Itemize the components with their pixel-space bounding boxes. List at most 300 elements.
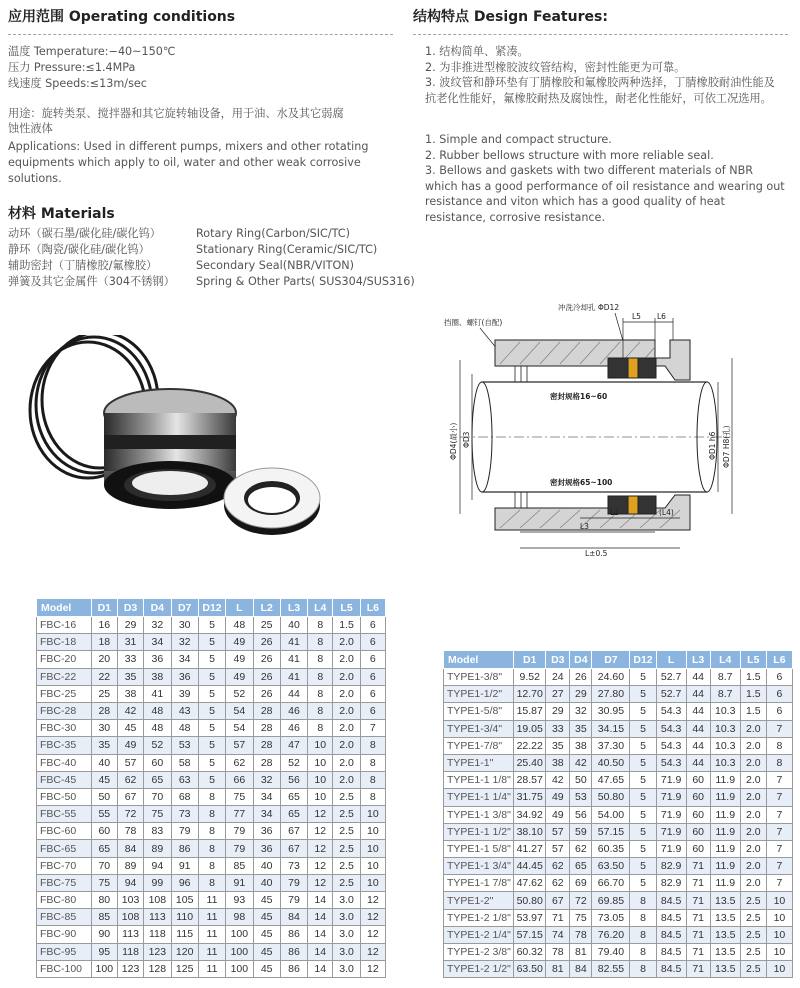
- table-cell: 108: [117, 909, 143, 926]
- table-cell: 30: [91, 720, 117, 737]
- design-features-title: 结构特点 Design Features:: [413, 9, 608, 25]
- table-cell: 2.0: [740, 737, 766, 754]
- model-cell: FBC-55: [37, 806, 92, 823]
- table-cell: 71.9: [656, 823, 686, 840]
- table-cell: 41: [144, 685, 171, 702]
- table-cell: 8: [198, 788, 225, 805]
- table-cell: 59: [570, 823, 592, 840]
- table-cell: 26: [253, 634, 280, 651]
- table-cell: 12: [308, 823, 333, 840]
- model-cell: FBC-90: [37, 926, 92, 943]
- table-cell: 100: [226, 943, 253, 960]
- table-cell: 41.27: [514, 840, 546, 857]
- material-zh: 静环（陶瓷/碳化硅/碳化钨）: [8, 243, 150, 256]
- table-cell: 5: [198, 702, 225, 719]
- table-cell: 71: [546, 909, 570, 926]
- table-cell: 2.5: [740, 961, 766, 978]
- model-cell: TYPE1-1 3/4": [444, 858, 514, 875]
- table-cell: 8: [766, 754, 792, 771]
- table-cell: 44: [686, 669, 710, 686]
- table-cell: 20: [91, 651, 117, 668]
- table-cell: 103: [117, 892, 143, 909]
- table-cell: 44: [686, 754, 710, 771]
- dim-l4: (L4): [659, 508, 674, 517]
- material-row: [8, 274, 415, 289]
- screw-ring-label: 挡圈、螺钉(自配): [444, 318, 503, 327]
- table-cell: 100: [226, 960, 253, 977]
- table-cell: 8: [198, 874, 225, 891]
- table-cell: 123: [144, 943, 171, 960]
- fbc-dimension-table: [36, 598, 386, 978]
- table-cell: 94: [144, 857, 171, 874]
- table-cell: 10: [766, 909, 792, 926]
- table-cell: 48: [144, 720, 171, 737]
- table-cell: 100: [91, 960, 117, 977]
- table-cell: 34.92: [514, 806, 546, 823]
- table-cell: 25: [91, 685, 117, 702]
- table-cell: 29: [117, 617, 143, 634]
- table-cell: 10: [766, 926, 792, 943]
- table-cell: 57: [117, 754, 143, 771]
- model-cell: TYPE1-2": [444, 892, 514, 909]
- table-cell: 5: [630, 686, 656, 703]
- table-row: [444, 754, 793, 771]
- operating-conditions-title: 应用范围 Operating conditions: [8, 9, 236, 25]
- table-cell: 5: [198, 634, 225, 651]
- table-cell: 8: [308, 685, 333, 702]
- table-cell: 28: [253, 720, 280, 737]
- table-cell: 8: [360, 754, 385, 771]
- table-cell: 3.0: [333, 909, 360, 926]
- table-cell: 34: [253, 788, 280, 805]
- table-cell: 7: [766, 823, 792, 840]
- column-header: L3: [686, 651, 710, 669]
- table-cell: 86: [280, 926, 307, 943]
- table-cell: 84: [280, 909, 307, 926]
- table-cell: 10: [360, 840, 385, 857]
- model-cell: FBC-65: [37, 840, 92, 857]
- table-cell: 8: [766, 737, 792, 754]
- table-cell: 60: [686, 840, 710, 857]
- table-cell: 5: [198, 651, 225, 668]
- section-divider: [413, 34, 788, 35]
- table-cell: 10.3: [710, 754, 740, 771]
- table-cell: 10: [308, 788, 333, 805]
- column-header: D3: [546, 651, 570, 669]
- table-cell: 86: [280, 960, 307, 977]
- table-cell: 8: [630, 961, 656, 978]
- table-cell: 2.5: [740, 944, 766, 961]
- material-row: [8, 226, 350, 241]
- column-header: D4: [144, 599, 171, 617]
- table-cell: 71: [686, 944, 710, 961]
- table-cell: 110: [171, 909, 198, 926]
- table-cell: 71: [686, 909, 710, 926]
- table-cell: 8: [308, 702, 333, 719]
- dim-l2: L2: [610, 508, 619, 517]
- table-cell: 5: [630, 875, 656, 892]
- model-cell: FBC-30: [37, 720, 92, 737]
- table-cell: 38: [546, 754, 570, 771]
- table-cell: 22: [91, 668, 117, 685]
- table-cell: 32: [570, 703, 592, 720]
- table-cell: 5: [198, 685, 225, 702]
- table-row: [444, 892, 793, 909]
- table-cell: 73: [280, 857, 307, 874]
- table-cell: 89: [117, 857, 143, 874]
- table-row: [37, 943, 386, 960]
- column-header: L5: [333, 599, 360, 617]
- table-cell: 72: [117, 806, 143, 823]
- table-cell: 2.0: [740, 772, 766, 789]
- model-cell: TYPE1-2 1/8": [444, 909, 514, 926]
- table-cell: 35: [117, 668, 143, 685]
- table-cell: 71: [686, 926, 710, 943]
- table-cell: 85: [91, 909, 117, 926]
- table-cell: 40: [91, 754, 117, 771]
- table-cell: 8: [308, 668, 333, 685]
- model-cell: FBC-20: [37, 651, 92, 668]
- model-cell: FBC-22: [37, 668, 92, 685]
- table-cell: 90: [91, 926, 117, 943]
- table-cell: 38: [144, 668, 171, 685]
- table-cell: 44: [686, 720, 710, 737]
- table-cell: 128: [144, 960, 171, 977]
- table-cell: 18: [91, 634, 117, 651]
- table-cell: 48: [226, 617, 253, 634]
- table-row: [37, 960, 386, 977]
- table-cell: 2.0: [740, 806, 766, 823]
- table-cell: 22.22: [514, 737, 546, 754]
- table-cell: 5: [630, 789, 656, 806]
- table-cell: 6: [360, 685, 385, 702]
- table-cell: 6: [360, 702, 385, 719]
- model-cell: FBC-16: [37, 617, 92, 634]
- table-cell: 33: [546, 720, 570, 737]
- table-cell: 28.57: [514, 772, 546, 789]
- table-cell: 26: [570, 669, 592, 686]
- table-cell: 8: [308, 720, 333, 737]
- table-row: [37, 788, 386, 805]
- table-cell: 57: [546, 823, 570, 840]
- table-cell: 11: [198, 892, 225, 909]
- table-row: [37, 617, 386, 634]
- table-cell: 7: [766, 858, 792, 875]
- table-row: [444, 789, 793, 806]
- table-cell: 60.32: [514, 944, 546, 961]
- table-cell: 49: [226, 668, 253, 685]
- table-cell: 53: [171, 737, 198, 754]
- table-row: [444, 961, 793, 978]
- dim-d7: ΦD7 H8(孔): [722, 425, 731, 468]
- table-cell: 2.0: [740, 858, 766, 875]
- model-cell: TYPE1-3/4": [444, 720, 514, 737]
- column-header: D7: [171, 599, 198, 617]
- table-cell: 84.5: [656, 944, 686, 961]
- table-cell: 60.35: [592, 840, 630, 857]
- ceramic-seat-icon: [224, 468, 320, 535]
- table-cell: 60: [686, 823, 710, 840]
- model-cell: TYPE1-1 1/2": [444, 823, 514, 840]
- dim-l: L±0.5: [585, 549, 608, 558]
- model-cell: FBC-28: [37, 702, 92, 719]
- pressure-text: 压力 Pressure:≤1.4MPa: [8, 61, 136, 74]
- table-cell: 70: [91, 857, 117, 874]
- table-cell: 13.5: [710, 944, 740, 961]
- table-row: [37, 685, 386, 702]
- table-cell: 44: [686, 737, 710, 754]
- table-row: [444, 686, 793, 703]
- table-cell: 28: [91, 702, 117, 719]
- table-cell: 54.3: [656, 720, 686, 737]
- table-cell: 73.05: [592, 909, 630, 926]
- table-cell: 37.30: [592, 737, 630, 754]
- table-cell: 69: [570, 875, 592, 892]
- table-cell: 12: [308, 840, 333, 857]
- table-cell: 2.0: [740, 720, 766, 737]
- model-cell: FBC-45: [37, 771, 92, 788]
- table-row: [37, 720, 386, 737]
- dim-d1: ΦD1 h6: [708, 431, 717, 460]
- table-row: [444, 840, 793, 857]
- table-cell: 91: [171, 857, 198, 874]
- table-cell: 38: [117, 685, 143, 702]
- table-cell: 5: [630, 703, 656, 720]
- table-cell: 86: [171, 840, 198, 857]
- table-cell: 40: [280, 617, 307, 634]
- table-header-row: [444, 651, 793, 669]
- table-cell: 99: [144, 874, 171, 891]
- table-cell: 6: [766, 703, 792, 720]
- table-cell: 32: [253, 771, 280, 788]
- model-cell: TYPE1-1 3/8": [444, 806, 514, 823]
- table-cell: 34.15: [592, 720, 630, 737]
- table-cell: 2.0: [333, 771, 360, 788]
- table-cell: 10: [360, 857, 385, 874]
- table-cell: 34: [253, 806, 280, 823]
- table-cell: 52.7: [656, 669, 686, 686]
- table-cell: 19.05: [514, 720, 546, 737]
- table-cell: 35: [570, 720, 592, 737]
- table-cell: 13.5: [710, 926, 740, 943]
- table-cell: 3.0: [333, 926, 360, 943]
- table-cell: 7: [766, 840, 792, 857]
- table-cell: 84.5: [656, 892, 686, 909]
- table-row: [444, 806, 793, 823]
- table-row: [444, 944, 793, 961]
- column-header: Model: [37, 599, 92, 617]
- column-header: D4: [570, 651, 592, 669]
- table-cell: 75: [91, 874, 117, 891]
- table-cell: 108: [144, 892, 171, 909]
- table-row: [37, 634, 386, 651]
- model-cell: TYPE1-1/2": [444, 686, 514, 703]
- table-cell: 29: [546, 703, 570, 720]
- table-cell: 50.80: [592, 789, 630, 806]
- table-cell: 14: [308, 943, 333, 960]
- table-cell: 40: [253, 857, 280, 874]
- table-cell: 48: [144, 702, 171, 719]
- table-cell: 5: [630, 806, 656, 823]
- table-cell: 71: [686, 875, 710, 892]
- material-en: Spring & Other Parts( SUS304/SUS316): [196, 275, 415, 288]
- table-cell: 47.65: [592, 772, 630, 789]
- table-cell: 10: [766, 961, 792, 978]
- dim-l6: L6: [657, 312, 666, 321]
- table-cell: 60: [686, 772, 710, 789]
- table-cell: 6: [766, 686, 792, 703]
- table-cell: 3.0: [333, 943, 360, 960]
- table-cell: 2.0: [740, 840, 766, 857]
- table-cell: 42: [117, 702, 143, 719]
- table-cell: 2.5: [740, 926, 766, 943]
- model-cell: FBC-18: [37, 634, 92, 651]
- table-cell: 11.9: [710, 789, 740, 806]
- table-cell: 54.3: [656, 737, 686, 754]
- table-cell: 82.9: [656, 875, 686, 892]
- table-cell: 41: [280, 634, 307, 651]
- table-cell: 43: [171, 702, 198, 719]
- table-cell: 57: [226, 737, 253, 754]
- table-cell: 63: [171, 771, 198, 788]
- table-cell: 11.9: [710, 823, 740, 840]
- table-row: [37, 874, 386, 891]
- table-cell: 13.5: [710, 961, 740, 978]
- table-cell: 39: [171, 685, 198, 702]
- model-cell: TYPE1-1 1/8": [444, 772, 514, 789]
- table-cell: 54.3: [656, 703, 686, 720]
- table-cell: 2.5: [333, 788, 360, 805]
- table-cell: 8: [198, 806, 225, 823]
- table-cell: 6: [766, 669, 792, 686]
- table-cell: 12: [360, 909, 385, 926]
- table-cell: 94: [117, 874, 143, 891]
- table-cell: 36: [253, 840, 280, 857]
- table-row: [444, 909, 793, 926]
- model-cell: FBC-95: [37, 943, 92, 960]
- table-cell: 11: [198, 926, 225, 943]
- temperature-text: 温度 Temperature:−40~150℃: [8, 45, 176, 58]
- seal-technical-drawing: [440, 300, 795, 560]
- table-cell: 52: [226, 685, 253, 702]
- model-cell: FBC-40: [37, 754, 92, 771]
- table-cell: 48: [171, 720, 198, 737]
- table-cell: 12: [360, 960, 385, 977]
- column-header: L2: [253, 599, 280, 617]
- table-cell: 45: [253, 960, 280, 977]
- material-zh: 辅助密封（丁腈橡胶/氟橡胶）: [8, 259, 158, 272]
- table-cell: 62: [546, 875, 570, 892]
- table-cell: 55: [91, 806, 117, 823]
- materials-title: 材料 Materials: [8, 206, 115, 222]
- table-cell: 71: [686, 892, 710, 909]
- table-cell: 71.9: [656, 772, 686, 789]
- table-cell: 32: [144, 617, 171, 634]
- table-cell: 47: [280, 737, 307, 754]
- table-cell: 65: [91, 840, 117, 857]
- column-header: D3: [117, 599, 143, 617]
- table-cell: 84: [117, 840, 143, 857]
- table-cell: 5: [198, 720, 225, 737]
- material-zh: 动环（碳石墨/碳化硅/碳化钨）: [8, 227, 161, 240]
- table-cell: 58: [171, 754, 198, 771]
- table-cell: 13.5: [710, 892, 740, 909]
- table-row: [444, 858, 793, 875]
- table-cell: 32: [171, 634, 198, 651]
- table-cell: 41: [280, 651, 307, 668]
- table-cell: 26: [253, 668, 280, 685]
- table-cell: 66: [226, 771, 253, 788]
- material-en: Stationary Ring(Ceramic/SIC/TC): [196, 243, 378, 256]
- table-cell: 71.9: [656, 840, 686, 857]
- table-cell: 5: [630, 772, 656, 789]
- material-en: Rotary Ring(Carbon/SIC/TC): [196, 227, 350, 240]
- column-header: L6: [766, 651, 792, 669]
- table-cell: 7: [766, 789, 792, 806]
- flush-hole-label: 冲洗冷却孔 ΦD12: [558, 303, 620, 312]
- table-cell: 56: [280, 771, 307, 788]
- column-header: L4: [710, 651, 740, 669]
- table-row: [37, 909, 386, 926]
- table-cell: 54: [226, 702, 253, 719]
- table-cell: 10.3: [710, 737, 740, 754]
- table-cell: 79: [280, 892, 307, 909]
- table-cell: 5: [198, 771, 225, 788]
- material-row: [8, 242, 377, 257]
- table-cell: 45: [117, 720, 143, 737]
- material-en: Secondary Seal(NBR/VITON): [196, 259, 355, 272]
- table-row: [37, 806, 386, 823]
- model-cell: FBC-70: [37, 857, 92, 874]
- table-cell: 44: [280, 685, 307, 702]
- table-cell: 125: [171, 960, 198, 977]
- table-cell: 12: [308, 806, 333, 823]
- table-cell: 91: [226, 874, 253, 891]
- list-item: 1. 结构简单、紧凑。: [425, 45, 529, 58]
- table-cell: 11.9: [710, 772, 740, 789]
- column-header: L4: [308, 599, 333, 617]
- table-cell: 113: [117, 926, 143, 943]
- list-item: 3. Bellows and gaskets with two different materials of NBR which has a good performance of oil resistance and wearing out resistance and viton which has a good quality of heat resistance, corrosive resistance.: [425, 164, 785, 224]
- table-row: [37, 823, 386, 840]
- table-cell: 42: [570, 754, 592, 771]
- table-row: [37, 702, 386, 719]
- table-cell: 79: [226, 823, 253, 840]
- table-cell: 70: [144, 788, 171, 805]
- table-cell: 10: [766, 944, 792, 961]
- table-cell: 2.0: [333, 737, 360, 754]
- material-zh: 弹簧及其它金属件（304不锈钢）: [8, 275, 175, 288]
- range-label-16-60: 密封规格16~60: [550, 392, 608, 401]
- table-cell: 105: [171, 892, 198, 909]
- table-cell: 40.50: [592, 754, 630, 771]
- table-cell: 8: [198, 840, 225, 857]
- table-cell: 54.00: [592, 806, 630, 823]
- column-header: D7: [592, 651, 630, 669]
- table-cell: 82.9: [656, 858, 686, 875]
- table-cell: 14: [308, 926, 333, 943]
- table-cell: 45: [253, 909, 280, 926]
- table-cell: 7: [766, 875, 792, 892]
- table-cell: 10: [308, 754, 333, 771]
- table-cell: 46: [280, 702, 307, 719]
- table-cell: 34: [171, 651, 198, 668]
- table-cell: 11: [198, 943, 225, 960]
- table-cell: 118: [144, 926, 171, 943]
- table-cell: 10: [360, 874, 385, 891]
- table-cell: 2.0: [333, 685, 360, 702]
- table-row: [37, 754, 386, 771]
